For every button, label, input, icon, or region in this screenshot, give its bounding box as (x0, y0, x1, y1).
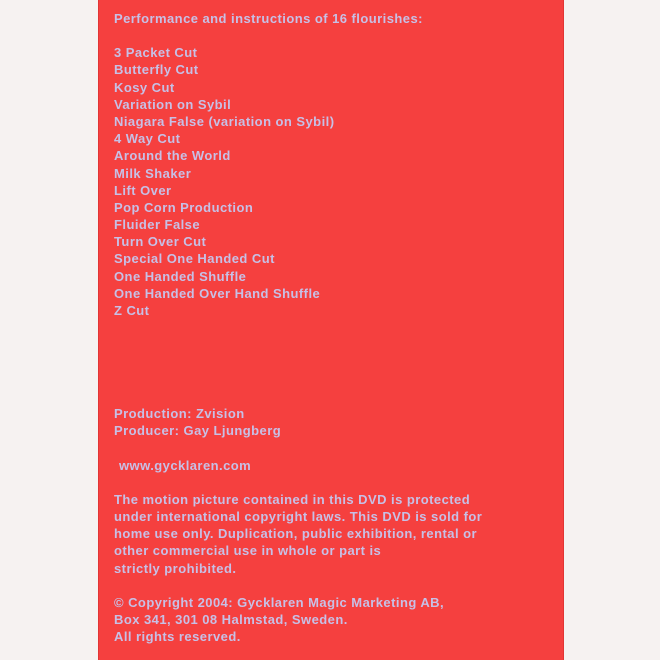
notice-line: under international copyright laws. This DVD is sold for (114, 508, 483, 524)
cover-text (114, 10, 560, 645)
copyright-notice (114, 491, 560, 577)
flourish-list (114, 44, 560, 319)
flourish-item: Variation on Sybil (114, 96, 232, 112)
website-address: www.gycklaren.com (119, 457, 252, 473)
flourish-item: Lift Over (114, 182, 172, 198)
flourish-item: Fluider False (114, 217, 201, 233)
flourishes-heading: Performance and instructions of 16 flourishes: (114, 11, 423, 26)
flourish-item: Milk Shaker (114, 165, 192, 181)
credits (114, 405, 560, 439)
flourish-item: Special One Handed Cut (114, 251, 275, 267)
flourish-item: One Handed Over Hand Shuffle (114, 285, 321, 301)
flourish-item: One Handed Shuffle (114, 268, 247, 284)
flourish-item: Kosy Cut (114, 79, 175, 95)
flourish-item: Niagara False (variation on Sybil) (114, 113, 335, 129)
copyright-line: Box 341, 301 08 Halmstad, Sweden. (114, 612, 348, 627)
copyright-line: © Copyright 2004: Gycklaren Magic Marketing AB, (114, 594, 445, 610)
flourish-item: Pop Corn Production (114, 199, 254, 215)
copyright-block (114, 594, 560, 646)
flourish-item: 4 Way Cut (114, 131, 181, 147)
notice-line: home use only. Duplication, public exhibition, rental or (114, 526, 477, 542)
copyright-line: All rights reserved. (114, 629, 241, 645)
flourish-item: Turn Over Cut (114, 234, 207, 250)
notice-line: strictly prohibited. (114, 560, 237, 576)
flourish-item: Butterfly Cut (114, 62, 199, 78)
notice-line: The motion picture contained in this DVD is protected (114, 491, 471, 507)
flourish-item: Z Cut (114, 303, 150, 319)
flourish-item: 3 Packet Cut (114, 45, 198, 61)
producer-credit: Producer: Gay Ljungberg (114, 423, 282, 439)
notice-line: other commercial use in whole or part is (114, 543, 382, 559)
production-credit: Production: Zvision (114, 406, 245, 422)
flourish-item: Around the World (114, 148, 231, 164)
